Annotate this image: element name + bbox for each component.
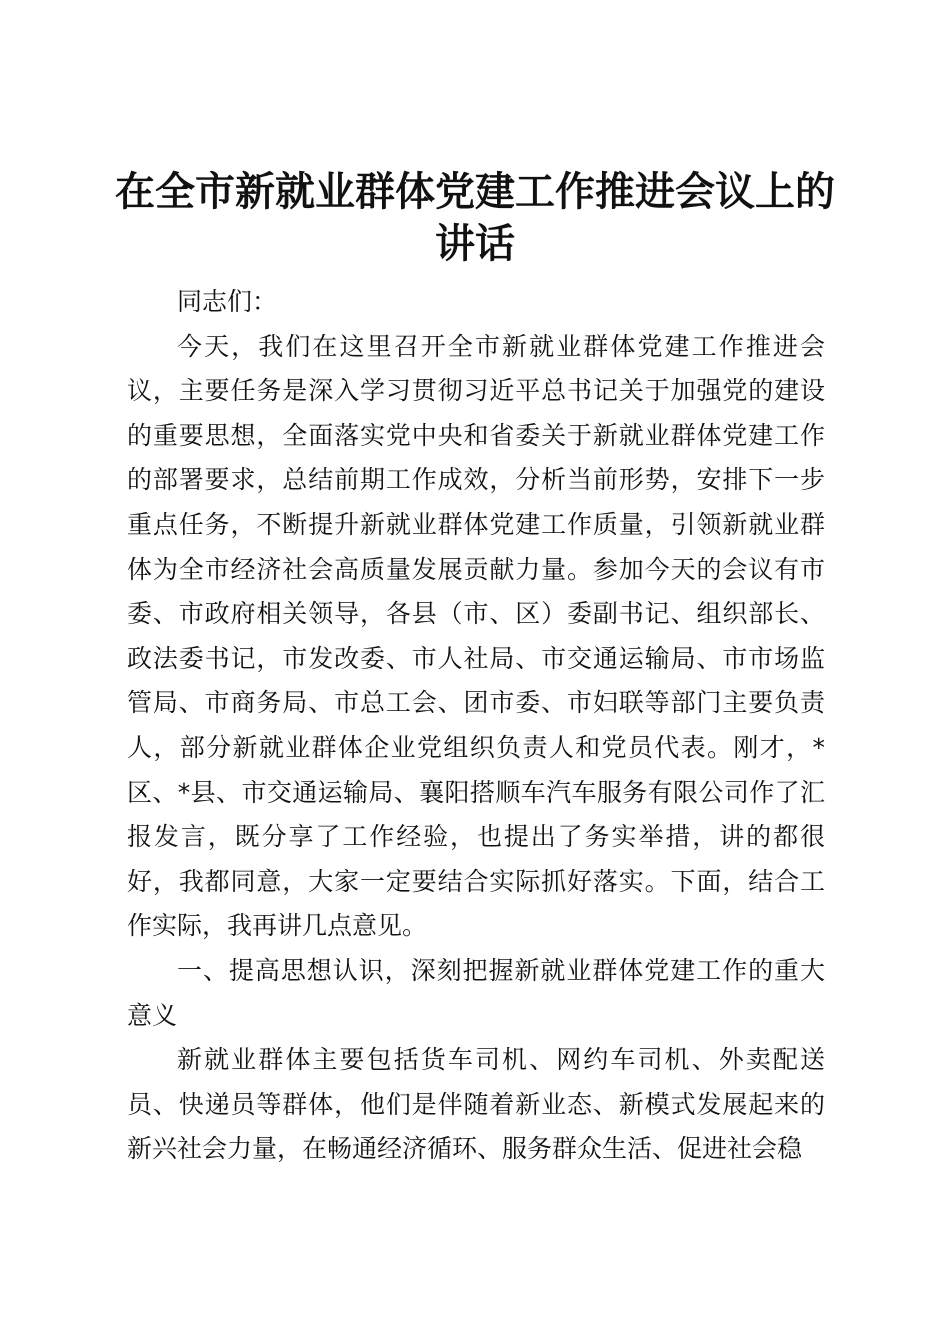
paragraph-section-1: 新就业群体主要包括货车司机、网约车司机、外卖配送员、快递员等群体，他们是伴随着新业态、新模式发展起来的新兴社会力量，在畅通经济循环、服务群众生活、促进社会稳 (127, 1045, 825, 1164)
paragraph-opening: 今天，我们在这里召开全市新就业群体党建工作推进会议，主要任务是深入学习贯彻习近平总书记关于加强党的建设的重要思想，全面落实党中央和省委关于新就业群体党建工作的部署要求，总结前期工作成效，分析当前形势，安排下一步重点任务，不断提升新就业群体党建工作质量，引领新就业群体为全市经济社会高质量发展贡献力量。参加今天的会议有市委、市政府相关领导，各县（市、区）委副书记、组织部长、政法委书记，市发改委、市人社局、市交通运输局、市市场监管局、市商务局、市总工会、团市委、市妇联等部门主要负责人，部分新就业群体企业党组织负责人和党员代表。刚才，*区、*县、市交通运输局、襄阳搭顺车汽车服务有限公司作了汇报发言，既分享了工作经验，也提出了务实举措，讲的都很好，我都同意，大家一定要结合实际抓好落实。下面，结合工作实际，我再讲几点意见。 (127, 331, 825, 941)
document-title: 在全市新就业群体党建工作推进会议上的讲话 (115, 169, 835, 267)
section-heading-1: 一、提高思想认识，深刻把握新就业群体党建工作的重大意义 (127, 955, 825, 1030)
document-body (127, 280, 825, 1172)
salutation: 同志们： (177, 287, 278, 316)
